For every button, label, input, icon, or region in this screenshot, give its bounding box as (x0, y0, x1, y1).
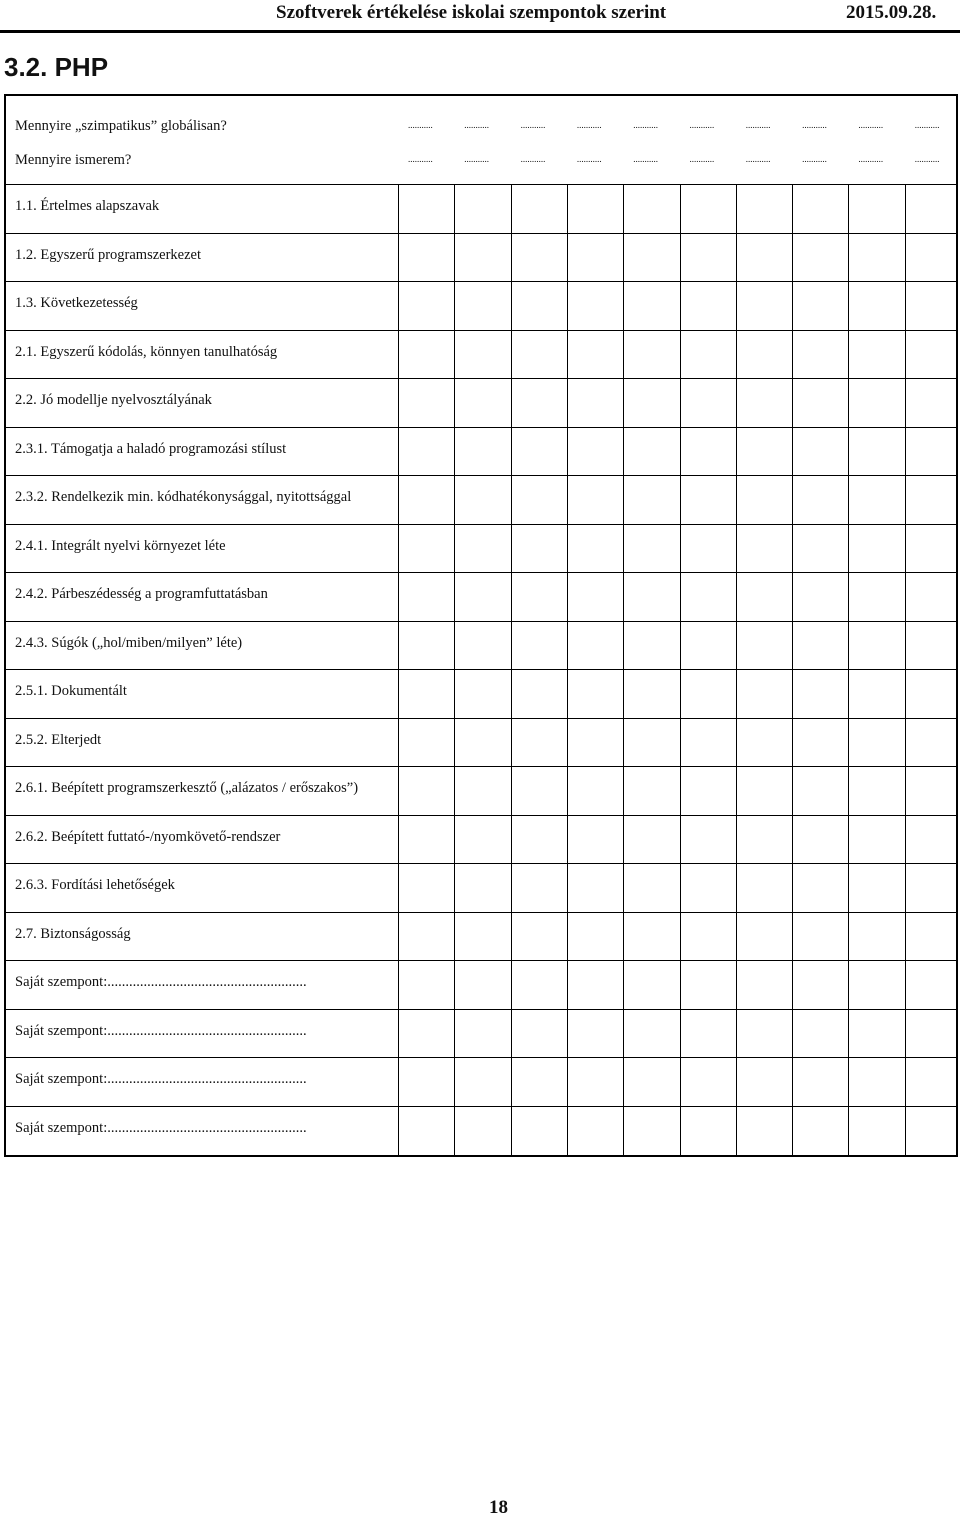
page-number: 18 (489, 1497, 508, 1518)
criterion-label: 2.5.1. Dokumentált (15, 683, 127, 699)
sympathy-score-blank[interactable]: ........... (633, 120, 658, 130)
criterion-label: 2.5.2. Elterjedt (15, 731, 102, 748)
sympathy-score-blank[interactable]: ........... (689, 120, 715, 130)
criterion-label: 2.1. Egyszerű kódolás, könnyen tanulhatóság (15, 343, 278, 360)
criterion-label: 1.3. Következetesség (15, 295, 138, 311)
score-column-line (623, 184, 624, 1155)
sympathy-score-blank[interactable]: ........... (914, 120, 940, 130)
familiarity-score-blank[interactable]: ........... (633, 154, 658, 164)
criterion-label: 2.3.1. Támogatja a haladó programozási stílust (15, 440, 287, 457)
criterion-label: 1.2. Egyszerű programszerkezet (15, 246, 202, 263)
header-rule (0, 30, 960, 33)
criterion-label: 2.3.2. Rendelkezik min. kódhatékonysággal, nyitottsággal (15, 489, 352, 505)
sympathy-score-blank[interactable]: ........... (520, 120, 546, 130)
familiarity-score-blank[interactable]: ........... (745, 154, 771, 164)
criterion-row (6, 815, 956, 865)
criterion-label: 2.4.2. Párbeszédesség a programfuttatásban (15, 586, 268, 602)
criterion-row (6, 524, 956, 574)
familiarity-score-blank[interactable]: ........... (408, 154, 433, 164)
criterion-row (6, 912, 956, 962)
criterion-row (6, 621, 956, 671)
criterion-row (6, 281, 956, 331)
familiarity-score-blank[interactable]: ........... (520, 154, 546, 164)
criterion-label: 2.4.3. Súgók („hol/miben/milyen” léte) (15, 634, 243, 651)
sympathy-score-blank[interactable]: ........... (464, 120, 490, 130)
criterion-row (6, 572, 956, 622)
sympathy-score-blank[interactable]: ........... (802, 120, 827, 130)
score-column-line (680, 184, 681, 1155)
criterion-row (6, 330, 956, 380)
score-column-line (905, 184, 906, 1155)
criterion-row (6, 863, 956, 913)
section-title: 3.2. PHP (4, 52, 109, 82)
criterion-row (6, 766, 956, 816)
score-column-line (398, 184, 399, 1155)
sympathy-score-blank[interactable]: ........... (858, 120, 884, 130)
score-column-line (454, 184, 455, 1155)
page-header (0, 0, 960, 34)
criterion-label: 2.4.1. Integrált nyelvi környezet léte (15, 537, 226, 554)
criterion-label: 2.7. Biztonságosság (15, 925, 131, 942)
criterion-label: Saját szempont:....................................................... (15, 974, 307, 990)
criterion-row (6, 1009, 956, 1059)
criterion-label: 1.1. Értelmes alapszavak (15, 198, 160, 214)
criterion-row (6, 669, 956, 719)
criterion-row (6, 184, 956, 234)
score-column-line (511, 184, 512, 1155)
top-block-separator (6, 96, 956, 185)
sympathy-score-blank[interactable]: ........... (408, 120, 433, 130)
sympathy-score-blank[interactable]: ........... (745, 120, 771, 130)
familiarity-score-blank[interactable]: ........... (914, 154, 940, 164)
question-sympathy: Mennyire „szimpatikus” globálisan? (15, 118, 227, 134)
criterion-row (6, 1106, 956, 1155)
score-column-line (792, 184, 793, 1155)
sympathy-score-blank[interactable]: ........... (576, 120, 602, 130)
familiarity-score-blank[interactable]: ........... (689, 154, 715, 164)
document-date: 2015.09.28. (846, 2, 937, 23)
evaluation-table (4, 94, 958, 1157)
document-title: Szoftverek értékelése iskolai szempontok szerint (276, 2, 667, 23)
familiarity-score-blank[interactable]: ........... (576, 154, 602, 164)
criterion-label: 2.2. Jó modellje nyelvosztályának (15, 392, 212, 408)
criterion-row (6, 960, 956, 1010)
question-familiarity: Mennyire ismerem? (15, 152, 132, 168)
criterion-label: 2.6.3. Fordítási lehetőségek (15, 877, 175, 893)
criterion-label: 2.6.2. Beépített futtató-/nyomkövető-rendszer (15, 828, 281, 845)
criterion-label: Saját szempont:....................................................... (15, 1022, 307, 1039)
criterion-row (6, 1057, 956, 1107)
familiarity-score-blank[interactable]: ........... (802, 154, 827, 164)
criterion-label: Saját szempont:....................................................... (15, 1119, 307, 1136)
score-column-line (567, 184, 568, 1155)
criterion-label: 2.6.1. Beépített programszerkesztő („alázatos / erőszakos”) (15, 780, 359, 796)
score-column-line (736, 184, 737, 1155)
score-column-line (848, 184, 849, 1155)
familiarity-score-blank[interactable]: ........... (858, 154, 884, 164)
familiarity-score-blank[interactable]: ........... (464, 154, 490, 164)
criterion-row (6, 718, 956, 768)
criterion-row (6, 233, 956, 283)
criterion-row (6, 475, 956, 525)
criterion-row (6, 427, 956, 477)
criterion-label: Saját szempont:....................................................... (15, 1071, 307, 1087)
criterion-row (6, 378, 956, 428)
